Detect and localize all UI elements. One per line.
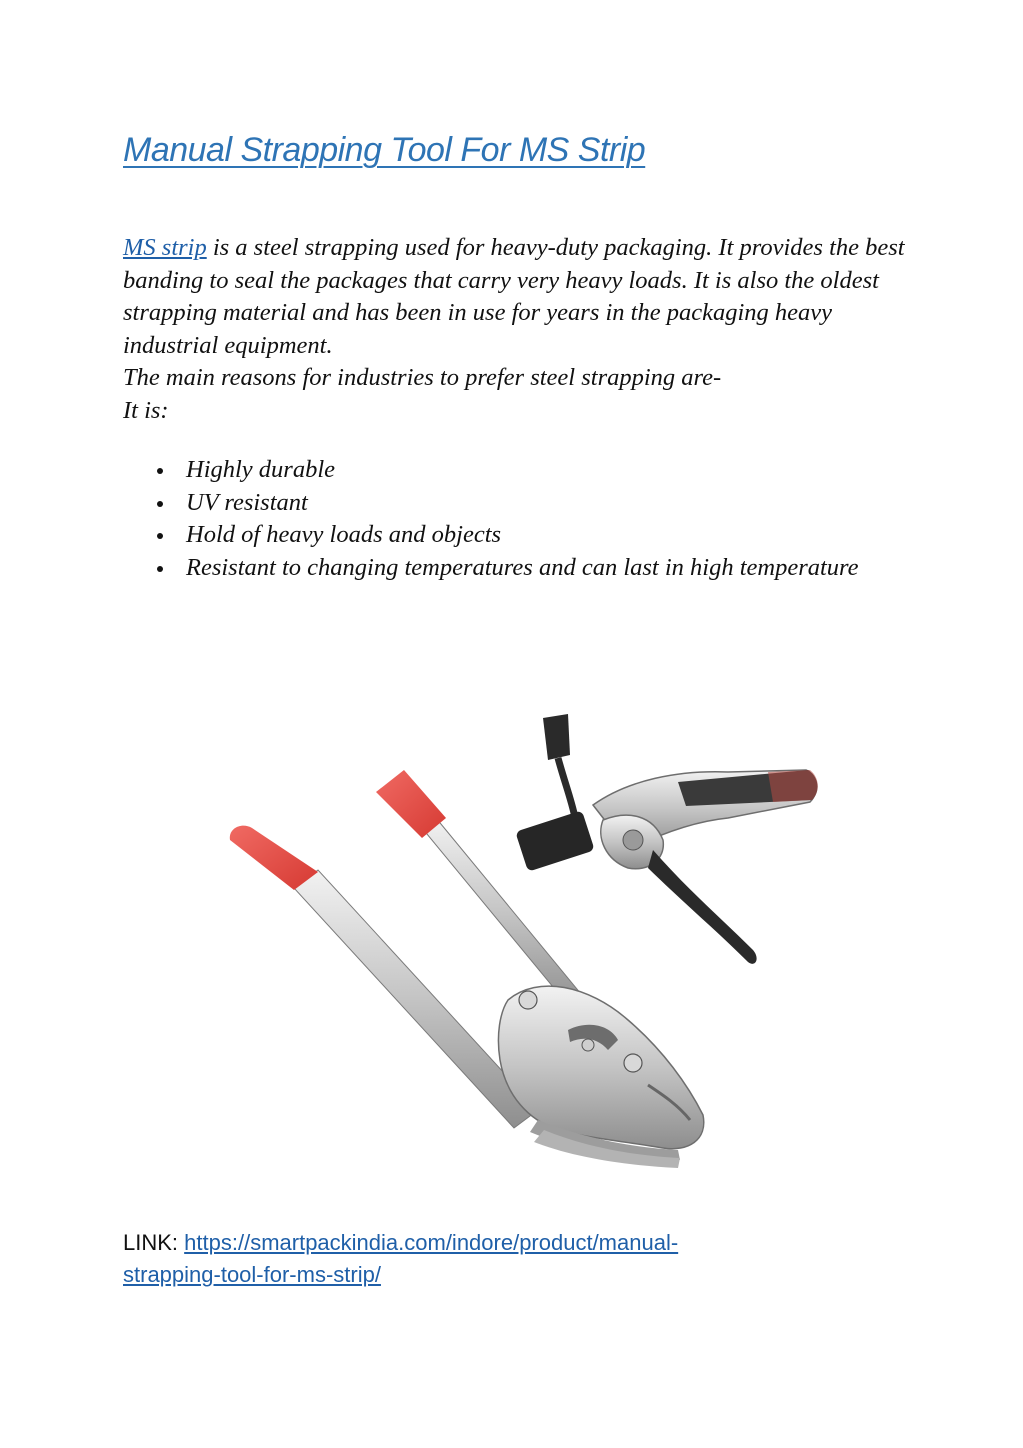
intro-section — [123, 232, 913, 427]
list-item-text: Hold of heavy loads and objects — [186, 521, 502, 548]
list-item — [140, 454, 860, 487]
intro-reasons-line: The main reasons for industries to prefer steel strapping are- — [123, 364, 722, 391]
link-label: LINK: — [123, 1230, 179, 1255]
ms-strip-link[interactable]: MS strip — [123, 234, 207, 261]
list-item — [140, 519, 860, 552]
bullet-icon — [157, 501, 163, 507]
bullet-icon — [157, 533, 163, 539]
list-item-text: Highly durable — [186, 456, 336, 483]
strapping-tool-image — [208, 700, 834, 1170]
list-item — [140, 487, 860, 520]
list-item-text: UV resistant — [186, 488, 308, 516]
tensioner-tool — [515, 714, 818, 964]
intro-it-is-line: It is: — [123, 396, 169, 424]
list-item-text: Resistant to changing temperatures and can last in high temperature — [186, 553, 859, 581]
feature-list — [140, 454, 860, 584]
product-url-line2: strapping-tool-for-ms-strip/ — [123, 1262, 381, 1287]
sealer-head — [498, 986, 703, 1168]
intro-paragraph-text: is a steel strapping used for heavy-duty packaging. It provides the best banding to seal the packages that carry very heavy loads. It is also the oldest strapping material and has been in use for years in the packaging heavy industrial equipment. — [123, 234, 905, 359]
sealer-front-handle — [230, 826, 538, 1128]
link-section — [123, 1227, 913, 1291]
product-url-link[interactable] — [123, 1230, 678, 1287]
bullet-icon — [157, 566, 163, 572]
bullet-icon — [157, 468, 163, 474]
intro-paragraph — [123, 232, 913, 362]
list-item — [140, 552, 860, 585]
product-url-line1: https://smartpackindia.com/indore/product/manual- — [184, 1230, 679, 1255]
page-title[interactable]: Manual Strapping Tool For MS Strip — [123, 131, 646, 169]
